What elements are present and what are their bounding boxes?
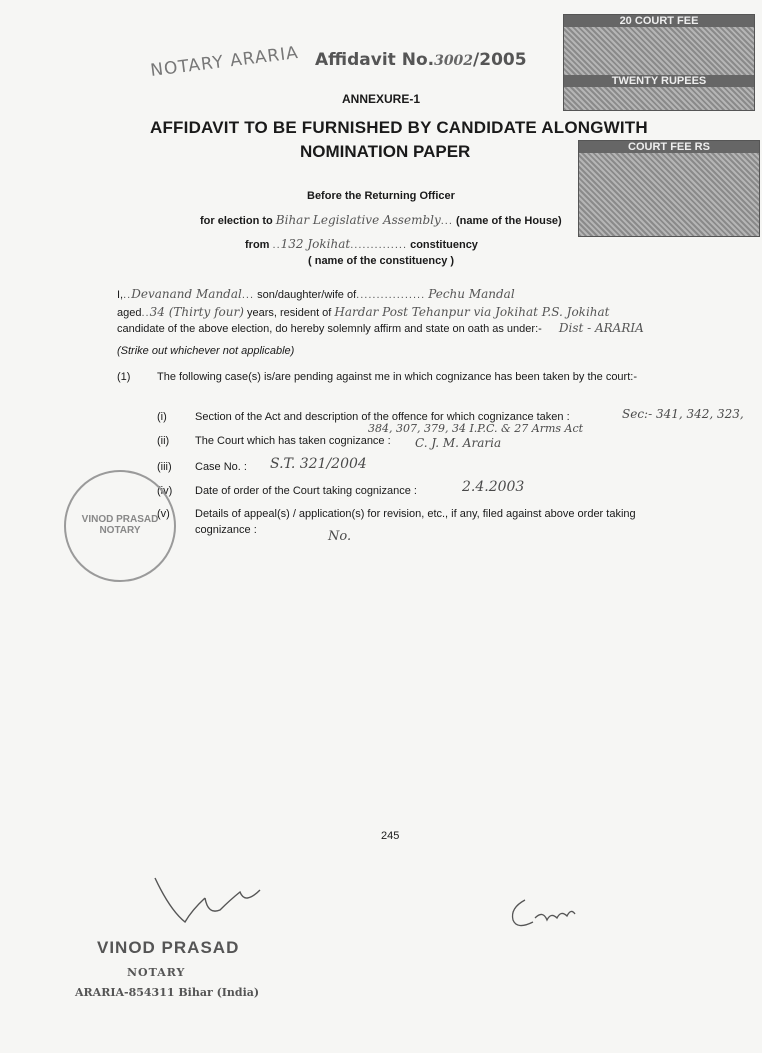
right-signature (505, 890, 580, 935)
election-house-line: for election to Bihar Legislative Assembly... (name of the House) (200, 213, 562, 227)
item-ii-hand-top: 384, 307, 379, 34 I.P.C. & 27 Arms Act (368, 422, 584, 435)
notary-stamp: NOTARY ARARIA (149, 42, 300, 82)
declarant-name-hand: Devanand Mandal (131, 287, 242, 301)
item-iv-number: (iv) (157, 485, 173, 497)
notary-name: VINOD PRASAD (97, 938, 240, 957)
father-name-hand: Pechu Mandal (428, 287, 515, 301)
page-number: 245 (381, 830, 400, 842)
item-v-hand: No. (328, 529, 352, 544)
stamp2-header: COURT FEE RS (579, 141, 759, 153)
annexure-label: ANNEXURE-1 (342, 92, 421, 106)
declarant-name-line: I,..Devanand Mandal... son/daughter/wife of................. Pechu Mandal (117, 287, 515, 301)
candidate-oath-line: candidate of the above election, do hereby solemnly affirm and state on oath as under:- Dist - ARARIA (117, 321, 644, 335)
notary-signature (150, 870, 270, 930)
address-hand: Hardar Post Tehanpur via Jokihat P.S. Jokihat (334, 305, 610, 319)
item-v-number: (v) (157, 508, 170, 520)
notary-seal (64, 470, 176, 582)
item-iii-text: Case No. : (195, 461, 247, 473)
constituency-line: from ..132 Jokihat.............. constituency (245, 237, 478, 251)
name-of-house-label: (name of the House) (455, 215, 562, 227)
item-iv-text: Date of order of the Court taking cognizance : (195, 485, 417, 497)
strike-note: (Strike out whichever not applicable) (117, 345, 295, 357)
notary-seal-text: VINOD PRASAD NOTARY (81, 514, 159, 536)
item-iii-number: (iii) (157, 461, 172, 473)
item-1-text: The following case(s) is/are pending against me in which cognizance has been taken by the court:- (157, 371, 637, 383)
affidavit-number (315, 50, 527, 70)
court-fee-stamp-2 (578, 140, 760, 237)
item-1-number: (1) (117, 371, 131, 383)
affidavit-year: /2005 (473, 50, 527, 70)
affidavit-number-hand: 3002 (434, 53, 474, 69)
returning-officer-heading: Before the Returning Officer (307, 190, 455, 202)
notary-title: NOTARY (127, 966, 186, 979)
item-v-text: Details of appeal(s) / application(s) for revision, etc., if any, filed against above order taking cognizance : (195, 508, 636, 536)
item-ii-number: (ii) (157, 435, 170, 447)
affidavit-label: Affidavit No. (315, 50, 435, 70)
district-hand: Dist - ARARIA (558, 321, 644, 335)
house-hand: Bihar Legislative Assembly (275, 213, 441, 227)
item-i-hand: Sec:- 341, 342, 323, (622, 407, 744, 421)
notary-address: ARARIA-854311 Bihar (India) (75, 986, 260, 999)
declarant-age-line: aged..34 (Thirty four) years, resident of Hardar Post Tehanpur via Jokihat P.S. Jokihat (117, 305, 610, 319)
stamp1-header: 20 COURT FEE (564, 15, 754, 27)
item-ii-text: The Court which has taken cognizance : (195, 435, 391, 447)
item-i-text: Section of the Act and description of the offence for which cognizance taken : (195, 411, 570, 423)
item-ii-hand: C. J. M. Araria (415, 436, 502, 450)
item-i-number: (i) (157, 411, 167, 423)
age-hand: 34 (Thirty four) (149, 305, 244, 319)
constituency-hand: 132 Jokihat (280, 237, 351, 251)
item-iii-hand: S.T. 321/2004 (270, 456, 367, 472)
court-fee-stamp-1 (563, 14, 755, 111)
stamp1-text: TWENTY RUPEES (564, 75, 754, 87)
page-title: AFFIDAVIT TO BE FURNISHED BY CANDIDATE ALONGWITH (150, 118, 648, 137)
item-iv-hand: 2.4.2003 (462, 479, 525, 495)
name-of-constituency-label: ( name of the constituency ) (308, 255, 455, 267)
page-title-line2: NOMINATION PAPER (300, 142, 471, 161)
